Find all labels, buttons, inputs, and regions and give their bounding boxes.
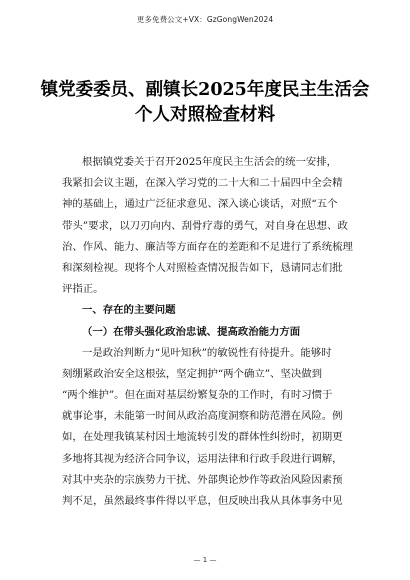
body-line: 我紧扣会议主题，在深入学习党的二十大和二十届四中全会精: [62, 177, 343, 190]
page-number: — 1 —: [193, 556, 217, 564]
body-line: 神的基础上，通过广泛征求意见、深入谈心谈话，对照“五个: [62, 198, 338, 211]
body-line: 判不足，虽然最终事件得以平息，但反映出我从具体事务中见: [62, 495, 343, 507]
title-line: 个人对照检查材料: [135, 105, 275, 125]
header-note: 更多免费公文+VX：GzGongWen2024: [136, 15, 274, 24]
body-line: 一是政治判断力“见叶知秋”的敏锐性有待提升。能够时: [82, 346, 332, 359]
body-line: 刻绷紧政治安全这根弦，坚定拥护“两个确立”、坚决做到: [62, 367, 322, 380]
section-heading: 一、存在的主要问题: [82, 304, 176, 317]
body-line: “两个维护”。但在面对基层纷繁复杂的工作时，有时习惯于: [62, 389, 333, 402]
title-line: 镇党委委员、副镇长2025年度民主生活会: [40, 80, 370, 100]
document-body: [62, 152, 353, 512]
body-line: 评指正。: [62, 283, 104, 296]
body-line: 就事论事，未能第一时间从政治高度洞察和防范潜在风险。例: [62, 410, 343, 423]
document-title: [40, 78, 370, 128]
body-line: 治、作风、能力、廉洁等方面存在的差距和不足进行了系统梳理: [62, 240, 353, 253]
subsection-heading: （一）在带头强化政治忠诚、提高政治能力方面: [82, 325, 301, 338]
body-line: 根据镇党委关于召开2025年度民主生活会的统一安排，: [82, 156, 338, 168]
body-line: 带头”要求，以刀刃向内、刮骨疗毒的勇气，对自身在思想、政: [62, 219, 348, 232]
body-line: 多地将其视为经济合同争议，运用法律和行政手段进行调解，: [62, 452, 343, 465]
body-line: 如，在处理我镇某村因土地流转引发的群体性纠纷时，初期更: [62, 431, 343, 444]
body-line: 和深刻检视。现将个人对照检查情况报告如下，恳请同志们批: [62, 261, 343, 274]
body-line: 对其中夹杂的宗族势力干扰、外部舆论炒作等政治风险因素预: [62, 473, 343, 486]
